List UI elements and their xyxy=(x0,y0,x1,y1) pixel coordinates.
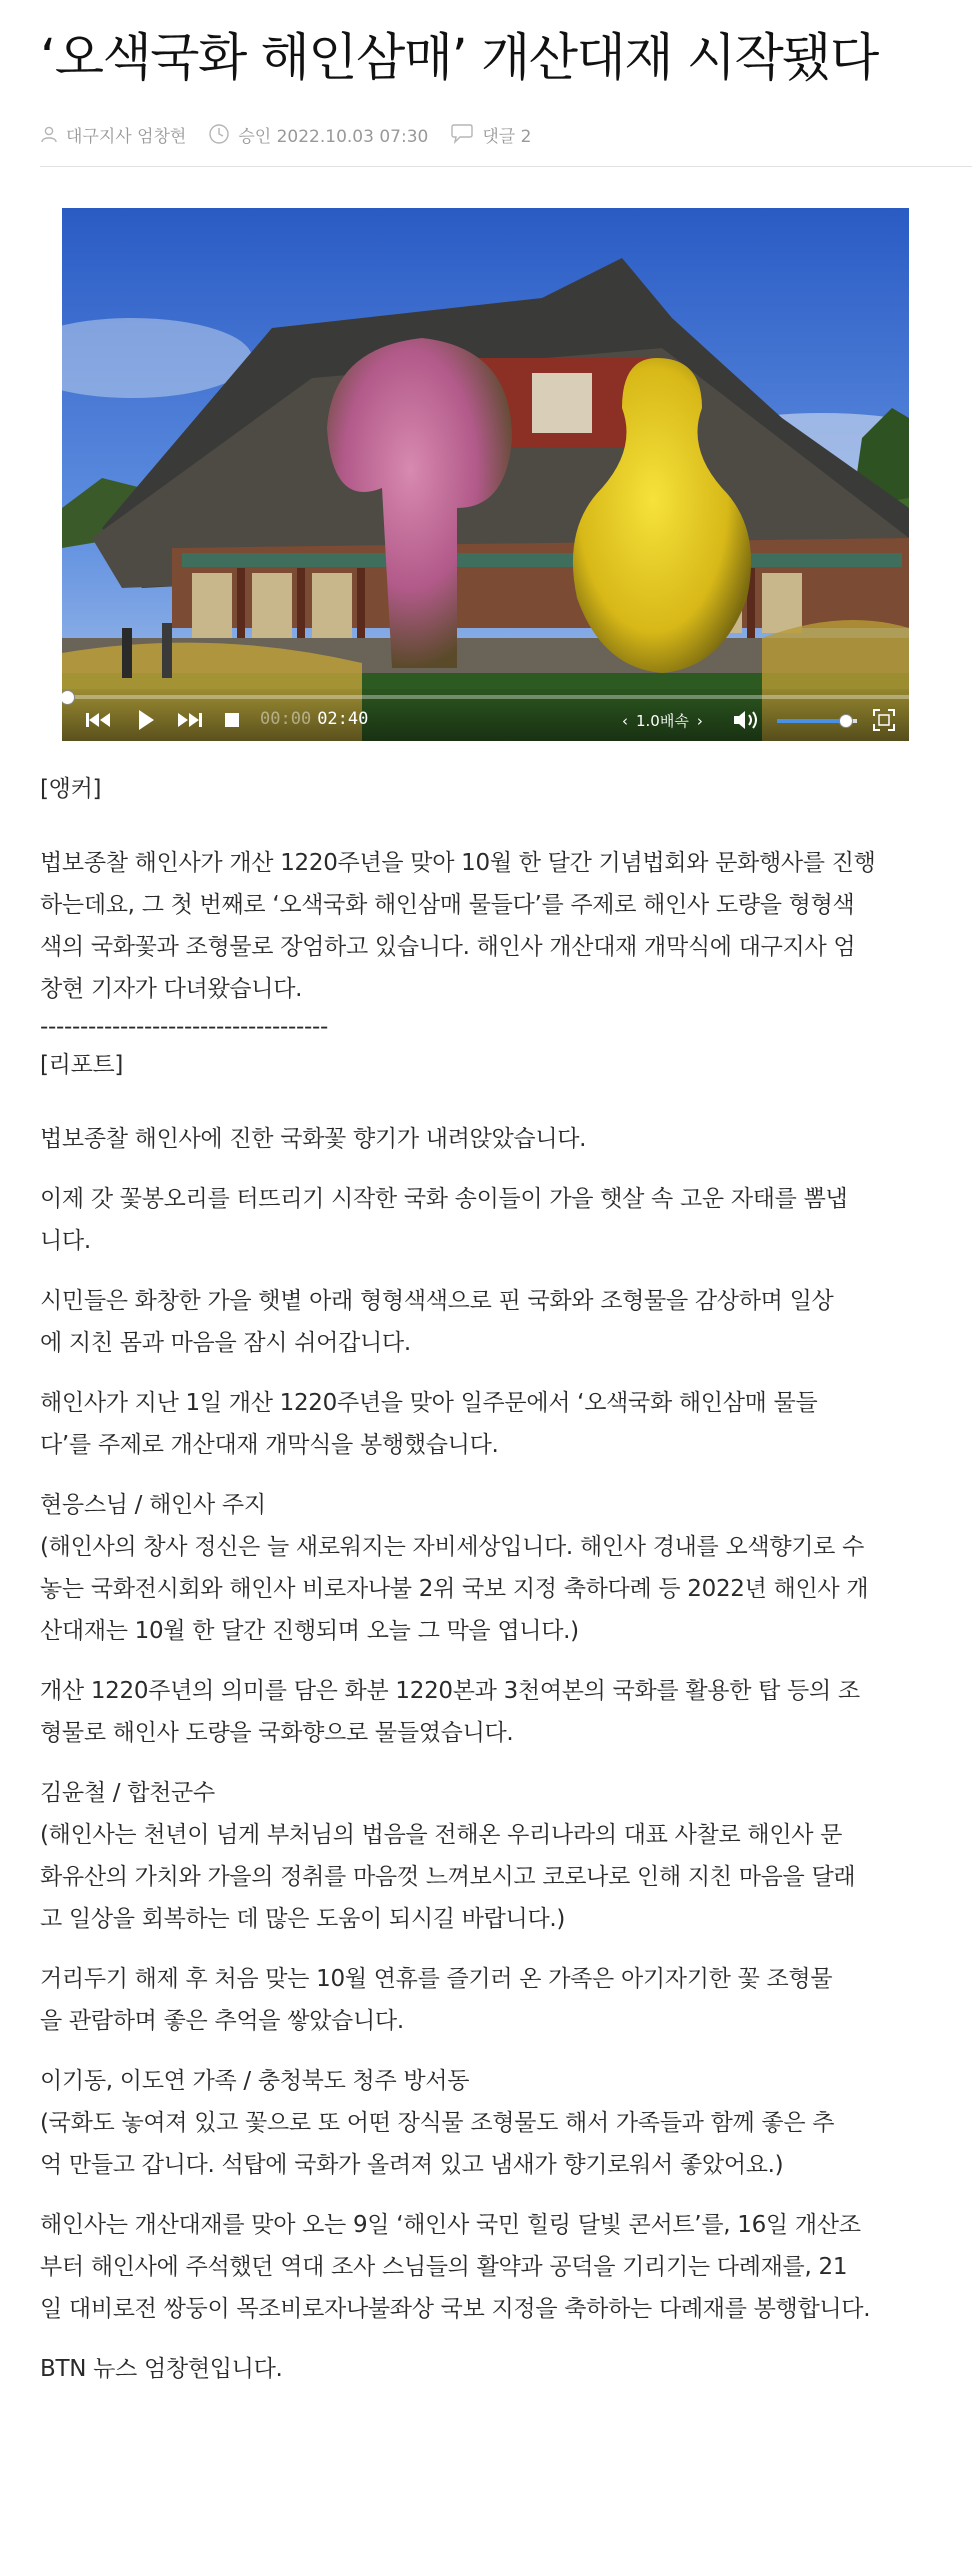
approved-date: 승인 2022.10.03 07:30 xyxy=(238,126,429,147)
play-icon xyxy=(137,709,155,731)
progress-handle[interactable] xyxy=(62,690,75,705)
text-line: 니다. xyxy=(40,1228,91,1254)
article-title: ‘오색국화 해인삼매’ 개산대재 시작됐다 xyxy=(40,29,878,88)
comment-bubble-icon xyxy=(450,124,474,144)
text-line: (국화도 놓여져 있고 꽃으로 또 어떤 장식물 조형물도 해서 가족들과 함께 좋은 추 xyxy=(40,2110,835,2136)
speed-control[interactable] xyxy=(622,710,703,731)
text-line: 하는데요, 그 첫 번째로 ‘오색국화 해인삼매 물들다’를 주제로 해인사 도량을 형형색 xyxy=(40,892,855,918)
play-button[interactable] xyxy=(132,707,160,733)
text-line: 형물로 해인사 도량을 국화향으로 물들였습니다. xyxy=(40,1720,514,1746)
interview-speaker: 이기동, 이도연 가족 / 충청북도 청주 방서동 xyxy=(40,2068,470,2094)
text-line: 억 만들고 갑니다. 석탑에 국화가 올려져 있고 냄새가 향기로워서 좋았어요.) xyxy=(40,2152,784,2178)
text-line: 에 지친 몸과 마음을 잠시 쉬어갑니다. xyxy=(40,1330,411,1356)
text-line: 부터 해인사에 주석했던 역대 조사 스님들의 활약과 공덕을 기리기는 다례재를, 21 xyxy=(40,2254,848,2280)
article-body xyxy=(40,768,935,2390)
text-line: 해인사가 지난 1일 개산 1220주년을 맞아 일주문에서 ‘오색국화 해인삼매 물들 xyxy=(40,1390,818,1416)
text-line: 일 대비로전 쌍둥이 목조비로자나불좌상 국보 지정을 축하하는 다례재를 봉행합니다. xyxy=(40,2296,871,2322)
time-display xyxy=(260,709,368,729)
clock-icon xyxy=(208,123,230,145)
fullscreen-button[interactable] xyxy=(870,707,898,733)
current-time: 00:00 xyxy=(260,709,312,729)
text-line: 해인사는 개산대재를 맞아 오는 9일 ‘해인사 국민 힐링 달빛 콘서트’를, 16일 개산조 xyxy=(40,2212,861,2238)
author-meta xyxy=(40,122,186,147)
text-line: 시민들은 화창한 가을 햇볕 아래 형형색색으로 핀 국화와 조형물을 감상하며 일상 xyxy=(40,1288,834,1314)
video-controls xyxy=(62,689,909,741)
volume-handle[interactable] xyxy=(839,714,853,728)
text-line: 놓는 국화전시회와 해인사 비로자나불 2위 국보 지정 축하다례 등 2022년 해인사 개 xyxy=(40,1576,869,1602)
comments-meta[interactable] xyxy=(450,122,531,147)
text-line: 화유산의 가치와 가을의 정취를 마음껏 느껴보시고 코로나로 인해 지친 마음을 달래 xyxy=(40,1864,856,1890)
interview-speaker: 김윤철 / 합천군수 xyxy=(40,1780,215,1806)
comment-count[interactable]: 댓글 2 xyxy=(482,126,532,147)
skip-forward-icon xyxy=(176,711,204,729)
text-line: 법보종찰 해인사가 개산 1220주년을 맞아 10월 한 달간 기념법회와 문화행사를 진행 xyxy=(40,850,876,876)
stop-button[interactable] xyxy=(220,707,244,733)
skip-back-icon xyxy=(84,711,112,729)
stop-icon xyxy=(224,712,240,728)
date-meta xyxy=(208,122,428,147)
text-line: 법보종찰 해인사에 진한 국화꽃 향기가 내려앉았습니다. xyxy=(40,1126,587,1152)
text-line: 산대재는 10월 한 달간 진행되며 오늘 그 막을 엽니다.) xyxy=(40,1618,579,1644)
separator-line: ------------------------------------ xyxy=(40,1014,328,1040)
text-line: 창현 기자가 다녀왔습니다. xyxy=(40,976,303,1002)
text-line: 거리두기 해제 후 처음 맞는 10월 연휴를 즐기러 온 가족은 아기자기한 꽃 조형물 xyxy=(40,1966,833,1992)
text-line: 개산 1220주년의 의미를 담은 화분 1220본과 3천여본의 국화를 활용한 탑 등의 조 xyxy=(40,1678,860,1704)
anchor-label: [앵커] xyxy=(40,776,102,802)
speed-value: 1.0배속 xyxy=(636,712,689,730)
progress-bar[interactable] xyxy=(62,695,909,699)
article-meta xyxy=(40,118,553,150)
volume-button[interactable] xyxy=(730,707,764,733)
skip-forward-button[interactable] xyxy=(174,707,206,733)
speed-up-icon[interactable]: › xyxy=(696,711,703,730)
text-line: 다’를 주제로 개산대재 개막식을 봉행했습니다. xyxy=(40,1432,499,1458)
closing-line: BTN 뉴스 엄창현입니다. xyxy=(40,2356,283,2382)
text-line: 이제 갓 꽃봉오리를 터뜨리기 시작한 국화 송이들이 가을 햇살 속 고운 자태를 뽐냅 xyxy=(40,1186,848,1212)
fullscreen-icon xyxy=(873,709,895,731)
video-frame xyxy=(62,208,909,741)
anchor-paragraph xyxy=(40,842,935,1010)
user-icon xyxy=(40,125,58,143)
interview-speaker: 현응스님 / 해인사 주지 xyxy=(40,1492,266,1518)
duration: 02:40 xyxy=(317,709,369,729)
speed-down-icon[interactable]: ‹ xyxy=(622,711,628,730)
report-label: [리포트] xyxy=(40,1052,124,1078)
author-name: 대구지사 엄창현 xyxy=(66,126,187,147)
volume-slider[interactable] xyxy=(777,719,857,723)
text-line: (해인사는 천년이 넘게 부처님의 법음을 전해온 우리나라의 대표 사찰로 해인사 문 xyxy=(40,1822,843,1848)
header-divider xyxy=(40,166,972,167)
text-line: (해인사의 창사 정신은 늘 새로워지는 자비세상입니다. 해인사 경내를 오색향기로 수 xyxy=(40,1534,864,1560)
speaker-icon xyxy=(732,709,762,731)
text-line: 색의 국화꽃과 조형물로 장엄하고 있습니다. 해인사 개산대재 개막식에 대구지사 엄 xyxy=(40,934,856,960)
skip-back-button[interactable] xyxy=(82,707,114,733)
text-line: 고 일상을 회복하는 데 많은 도움이 되시길 바랍니다.) xyxy=(40,1906,566,1932)
text-line: 을 관람하며 좋은 추억을 쌓았습니다. xyxy=(40,2008,404,2034)
volume-fill xyxy=(777,719,845,723)
video-player[interactable] xyxy=(62,208,909,741)
